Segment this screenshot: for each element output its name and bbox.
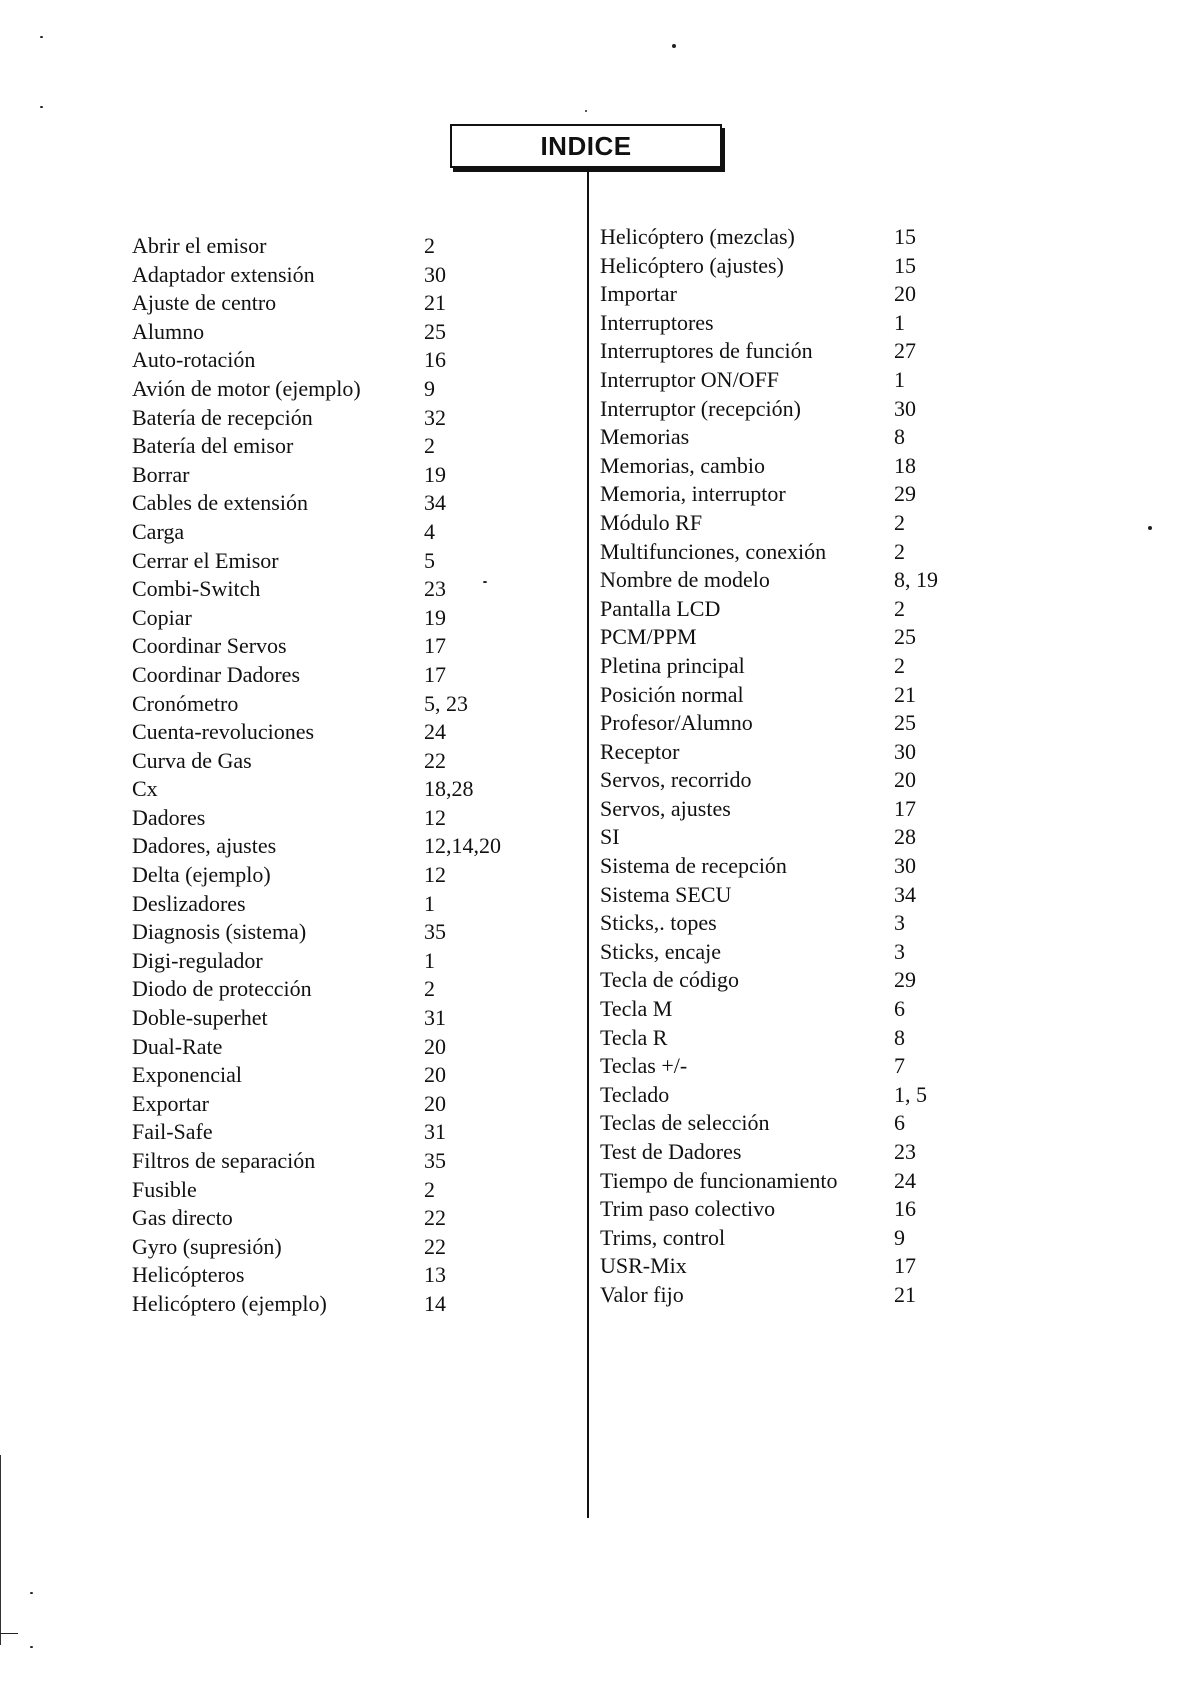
index-page-number: 27 (894, 338, 916, 364)
index-term: Deslizadores (132, 890, 246, 916)
index-term: Teclas +/- (600, 1053, 688, 1079)
scan-speck (40, 106, 43, 108)
index-term: Cerrar el Emisor (132, 547, 279, 573)
index-page-number: 5, 23 (424, 690, 468, 716)
index-page-number: 17 (424, 633, 446, 659)
scan-speck (1148, 526, 1152, 530)
index-page-number: 19 (424, 604, 446, 630)
index-term: Diodo de protección (132, 976, 312, 1002)
index-term: Nombre de modelo (600, 567, 770, 593)
index-page-number: 24 (424, 719, 446, 745)
index-term: Interruptor (recepción) (600, 395, 801, 421)
index-page-number: 19 (424, 461, 446, 487)
index-term: Curva de Gas (132, 747, 252, 773)
index-page-number: 2 (424, 433, 435, 459)
index-page-number: 1 (424, 890, 435, 916)
index-page-number: 22 (424, 1233, 446, 1259)
index-term: Sticks, encaje (600, 938, 721, 964)
index-term: Digi-regulador (132, 947, 263, 973)
index-page-number: 14 (424, 1290, 446, 1316)
index-page-number: 24 (894, 1167, 916, 1193)
index-page-number: 8 (894, 424, 905, 450)
index-term: Memoria, interruptor (600, 481, 786, 507)
index-term: Memorias (600, 424, 690, 450)
index-page-number: 20 (424, 1062, 446, 1088)
index-term: Test de Dadores (600, 1139, 742, 1164)
index-page-number: 5 (424, 547, 435, 573)
index-term: Profesor/Alumno (600, 710, 753, 736)
index-term: Carga (132, 518, 185, 544)
index-term: Filtros de separación (132, 1148, 316, 1173)
index-page-number: 2 (424, 233, 435, 258)
index-page-number: 30 (894, 395, 916, 421)
index-term: Cx (132, 776, 158, 802)
index-term: Trim paso colectivo (600, 1196, 776, 1222)
index-page-number: 35 (424, 919, 446, 945)
index-title: INDICE (450, 124, 722, 168)
index-page-number: 23 (894, 1139, 916, 1164)
index-term: Módulo RF (600, 509, 703, 535)
index-page-number: 1 (894, 366, 905, 392)
index-term: Dual-Rate (132, 1033, 223, 1059)
index-term: Fail-Safe (132, 1119, 213, 1145)
index-page-number: 3 (894, 910, 905, 936)
index-page-number: 23 (424, 576, 446, 602)
index-term: Fusible (132, 1176, 197, 1202)
index-term: SI (600, 824, 620, 850)
index-page-number: 2 (894, 652, 905, 678)
index-page-number: 12 (424, 862, 446, 888)
scan-speck (483, 581, 487, 583)
index-page-number: 12 (424, 804, 446, 830)
index-term: Tecla de código (600, 967, 739, 993)
scan-speck (30, 1592, 33, 1594)
index-page-number: 2 (424, 976, 435, 1002)
index-term: Dadores (132, 804, 206, 830)
index-term: Helicóptero (mezclas) (600, 224, 795, 249)
index-page-number: 17 (424, 661, 446, 687)
index-term: Sistema de recepción (600, 853, 787, 879)
scan-speck (40, 36, 43, 38)
index-term: Helicóptero (ejemplo) (132, 1290, 327, 1316)
index-term: Coordinar Dadores (132, 661, 301, 687)
index-page-number: 20 (424, 1090, 446, 1116)
index-page-number: 30 (894, 853, 916, 879)
index-term: USR-Mix (600, 1253, 687, 1279)
index-page-number: 13 (424, 1262, 446, 1288)
index-page-number: 17 (894, 1253, 916, 1279)
index-page-number: 31 (424, 1005, 446, 1031)
index-page-number: 25 (894, 624, 916, 650)
index-page-number: 2 (424, 1176, 435, 1202)
index-page-number: 12,14,20 (424, 833, 501, 859)
index-term: Sistema SECU (600, 881, 732, 907)
index-page-number: 16 (894, 1196, 916, 1222)
index-page-number: 2 (894, 509, 905, 535)
index-term: Interruptor ON/OFF (600, 366, 780, 392)
scan-speck (672, 44, 676, 48)
index-term: Copiar (132, 604, 192, 630)
index-page-number: 15 (894, 252, 916, 278)
index-page-number: 3 (894, 938, 905, 964)
index-term: Cronómetro (132, 690, 239, 716)
index-term: PCM/PPM (600, 624, 697, 650)
scan-speck (30, 1646, 33, 1648)
index-term: Interruptores (600, 309, 714, 335)
index-term: Abrir el emisor (132, 233, 267, 258)
index-page-number: 9 (894, 1224, 905, 1250)
index-page-number: 1 (894, 309, 905, 335)
index-term: Coordinar Servos (132, 633, 287, 659)
index-term: Multifunciones, conexión (600, 538, 827, 564)
index-term: Tecla R (600, 1024, 668, 1050)
index-term: Diagnosis (sistema) (132, 919, 307, 945)
index-page-number: 22 (424, 1205, 446, 1231)
index-term: Batería de recepción (132, 404, 313, 430)
index-term: Receptor (600, 738, 680, 764)
index-page-number: 17 (894, 795, 916, 821)
index-page-number: 35 (424, 1148, 446, 1173)
index-term: Pantalla LCD (600, 595, 721, 621)
index-page-number: 7 (894, 1053, 905, 1079)
index-term: Gas directo (132, 1205, 233, 1231)
index-term: Tecla M (600, 996, 673, 1022)
index-term: Teclas de selección (600, 1110, 770, 1136)
index-page-number: 22 (424, 747, 446, 773)
index-page-number: 2 (894, 595, 905, 621)
index-page-number: 32 (424, 404, 446, 430)
index-term: Combi-Switch (132, 576, 261, 602)
index-term: Exportar (132, 1090, 209, 1116)
index-term: Cables de extensión (132, 490, 308, 516)
scan-speck (585, 110, 587, 112)
index-term: Memorias, cambio (600, 452, 765, 478)
index-term: Trims, control (600, 1224, 726, 1250)
index-page-number: 16 (424, 347, 446, 373)
index-term: Pletina principal (600, 652, 745, 678)
index-page-number: 20 (424, 1033, 446, 1059)
index-term: Servos, recorrido (600, 767, 752, 793)
index-page-number: 25 (894, 710, 916, 736)
index-page-number: 30 (894, 738, 916, 764)
index-page-number: 4 (424, 518, 435, 544)
index-term: Borrar (132, 461, 190, 487)
index-page-number: 31 (424, 1119, 446, 1145)
index-term: Servos, ajustes (600, 795, 731, 821)
index-term: Helicóptero (ajustes) (600, 252, 784, 278)
index-page-number: 20 (894, 767, 916, 793)
index-term: Teclado (600, 1081, 670, 1107)
index-term: Interruptores de función (600, 338, 813, 364)
index-term: Gyro (supresión) (132, 1233, 282, 1259)
index-term: Posición normal (600, 681, 744, 707)
index-page-number: 25 (424, 318, 446, 344)
index-term: Avión de motor (ejemplo) (132, 375, 361, 401)
index-term: Auto-rotación (132, 347, 256, 373)
index-page-number: 21 (894, 681, 916, 707)
index-page-number: 20 (894, 281, 916, 307)
index-page-number: 29 (894, 481, 916, 507)
index-page-number: 28 (894, 824, 916, 850)
index-term: Valor fijo (600, 1281, 684, 1307)
index-term: Importar (600, 281, 677, 307)
index-page-number: 1 (424, 947, 435, 973)
index-page-number: 21 (424, 290, 446, 316)
index-page-number: 1, 5 (894, 1081, 927, 1107)
index-page-number: 8, 19 (894, 567, 938, 593)
index-page-number: 15 (894, 224, 916, 249)
index-term: Delta (ejemplo) (132, 862, 271, 888)
scan-speck (0, 1633, 18, 1634)
index-term: Exponencial (132, 1062, 242, 1088)
index-page-number: 2 (894, 538, 905, 564)
scan-edge-mark (0, 1455, 1, 1645)
column-divider (587, 168, 589, 1518)
index-term: Batería del emisor (132, 433, 294, 459)
index-term: Alumno (132, 318, 205, 344)
index-term: Adaptador extensión (132, 261, 315, 287)
index-term: Helicópteros (132, 1262, 245, 1288)
index-term: Tiempo de funcionamiento (600, 1167, 838, 1193)
index-page-number: 34 (424, 490, 446, 516)
index-page-number: 18 (894, 452, 916, 478)
index-page-number: 21 (894, 1281, 916, 1307)
index-term: Cuenta-revoluciones (132, 719, 315, 745)
index-page-number: 18,28 (424, 776, 474, 802)
index-term: Dadores, ajustes (132, 833, 277, 859)
index-term: Sticks,. topes (600, 910, 717, 936)
index-page-number: 30 (424, 261, 446, 287)
index-page-number: 9 (424, 375, 435, 401)
index-page-number: 29 (894, 967, 916, 993)
index-page-number: 6 (894, 1110, 905, 1136)
index-page-number: 6 (894, 996, 905, 1022)
index-page-number: 34 (894, 881, 916, 907)
index-term: Ajuste de centro (132, 290, 277, 316)
index-page-number: 8 (894, 1024, 905, 1050)
index-term: Doble-superhet (132, 1005, 268, 1031)
